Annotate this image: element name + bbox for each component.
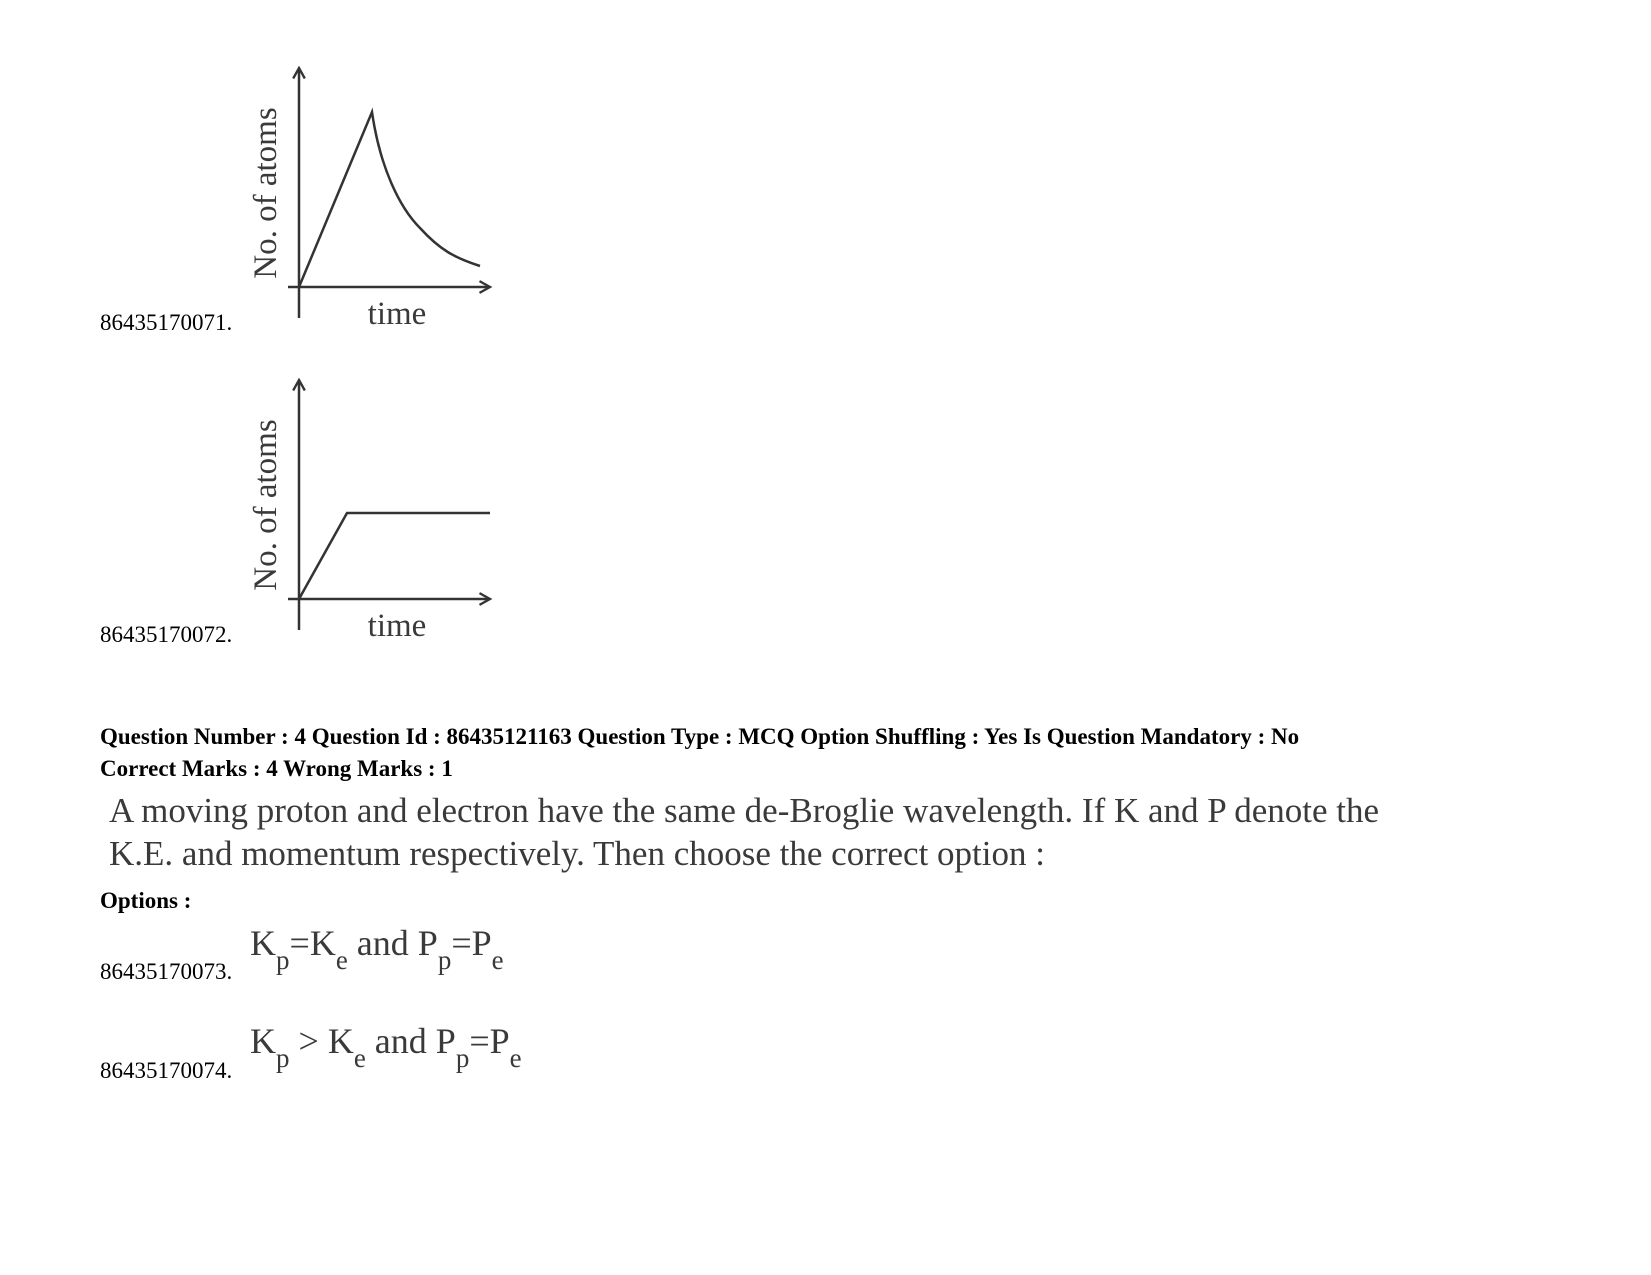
formula-k1: K (250, 923, 276, 963)
formula-k2: K (327, 1021, 354, 1061)
question-meta-line-1: Question Number : 4 Question Id : 86435121163 Question Type : MCQ Option Shuffling : Yes Is Question Mandatory : No (100, 724, 1300, 749)
x-axis-label: time (367, 608, 427, 644)
formula-conj: and (374, 1021, 427, 1061)
option-number-3: 86435170073. (100, 959, 233, 984)
graph-rise-plateau (240, 370, 510, 655)
y-axis-label: No. of atoms (248, 107, 284, 279)
formula-k2-sub: e (335, 945, 348, 975)
question-text-line-2: K.E. and momentum respectively. Then choose the correct option : (109, 834, 1045, 873)
formula-p2-sub: e (509, 1043, 522, 1073)
formula-p1-sub: p (437, 945, 452, 975)
formula-rel1: > (298, 1021, 319, 1061)
formula-k1-sub: p (276, 1043, 290, 1073)
curve-rise-decay (299, 112, 480, 287)
formula-p1-sub: p (455, 1043, 470, 1073)
option-formula-3[interactable] (250, 922, 504, 975)
options-label: Options : (100, 888, 192, 913)
formula-p2: P (489, 1021, 510, 1061)
y-axis-label: No. of atoms (248, 419, 284, 591)
graph-rise-decay (240, 58, 510, 343)
option-formula-4[interactable] (250, 1020, 522, 1073)
curve-rise-plateau (299, 513, 490, 599)
formula-p2-sub: e (491, 945, 504, 975)
formula-k2: K (309, 923, 336, 963)
option-number-4: 86435170074. (100, 1058, 233, 1083)
formula-conj: and (356, 923, 409, 963)
formula-k1: K (250, 1021, 276, 1061)
formula-k1-sub: p (276, 945, 290, 975)
question-meta-line-2: Correct Marks : 4 Wrong Marks : 1 (100, 756, 453, 781)
formula-p1: P (417, 923, 438, 963)
x-axis-label: time (367, 296, 427, 332)
formula-k2-sub: e (353, 1043, 366, 1073)
option-number-1: 86435170071. (100, 310, 233, 335)
formula-rel2: = (451, 923, 472, 963)
formula-rel2: = (469, 1021, 490, 1061)
formula-rel1: = (289, 923, 310, 963)
formula-p2: P (471, 923, 492, 963)
question-text-line-1: A moving proton and electron have the same de-Broglie wavelength. If K and P denote the (109, 791, 1379, 830)
formula-p1: P (435, 1021, 456, 1061)
option-number-2: 86435170072. (100, 622, 233, 647)
